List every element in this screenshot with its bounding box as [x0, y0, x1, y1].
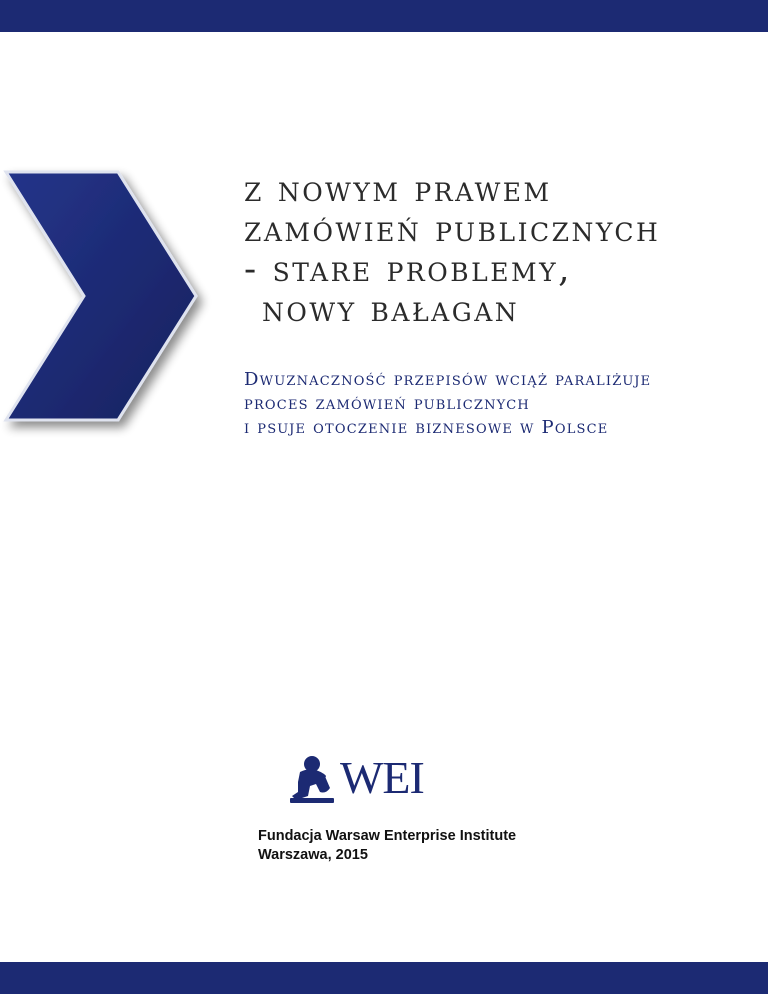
subtitle-line-2: proces zamówień publicznych	[244, 393, 530, 414]
subtitle-line-3: i psuje otoczenie biznesowe w Polsce	[244, 417, 609, 438]
document-title	[244, 170, 660, 330]
wei-logo	[286, 750, 446, 806]
document-subtitle	[244, 368, 651, 440]
subtitle-line-1: Dwuznaczność przepisów wciąż paraliżuje	[244, 369, 652, 390]
publisher-place-year: Warszawa, 2015	[258, 847, 368, 863]
top-banner-bar	[0, 0, 768, 32]
logo-wordmark: WEI	[340, 752, 424, 803]
title-line-2: zamówień publicznych	[244, 209, 661, 250]
thinker-statue-icon	[286, 752, 338, 804]
publisher-name: Fundacja Warsaw Enterprise Institute	[258, 828, 517, 844]
publisher-block	[258, 827, 516, 865]
title-line-1: z nowym prawem	[244, 169, 552, 210]
bottom-banner-bar	[0, 962, 768, 994]
chevron-arrow-icon	[0, 160, 230, 450]
title-line-3: - stare problemy,	[244, 249, 573, 290]
title-line-4: nowy bałagan	[262, 289, 520, 330]
